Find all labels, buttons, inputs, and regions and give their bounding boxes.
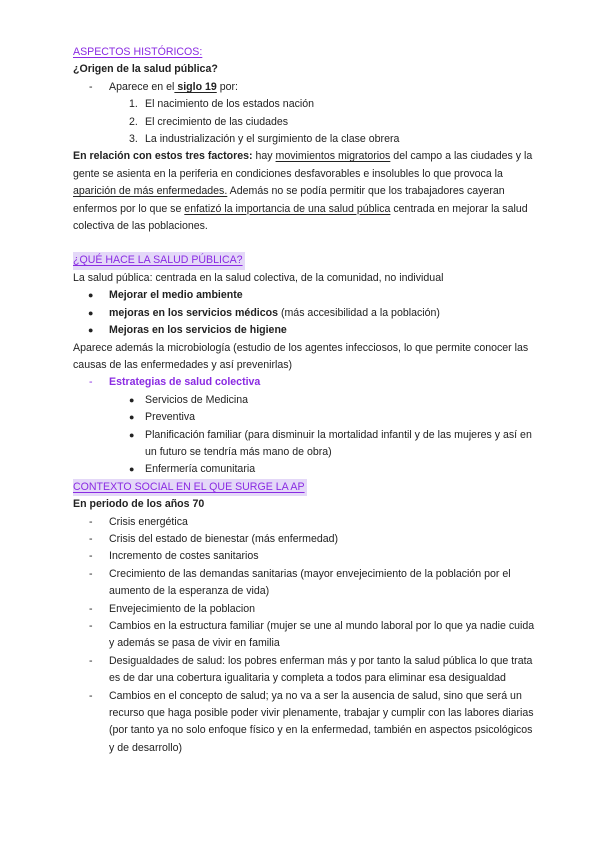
sub-bullet-item (73, 409, 535, 426)
sub-bullet-text: Servicios de Medicina (145, 393, 249, 406)
numbered-item-3 (73, 131, 535, 148)
dash-marker: - (89, 550, 93, 563)
list-item (73, 653, 535, 688)
dash-marker: - (89, 654, 93, 667)
list-item-text: Cambios en el concepto de salud; ya no va a ser la ausencia de salud, sino que será un recurso que haga posible poder vivir plenamente, trabajar y cumplir con las labores diarias (por tanto ya no solo enfoque físico y en la enfermedad, también en aspectos psicológicos y de desarrollo) (109, 689, 534, 754)
list-item (73, 531, 535, 548)
heading-contexto-social: CONTEXTO SOCIAL EN EL QUE SURGE LA AP (73, 479, 307, 496)
bullet-item-3 (73, 322, 535, 339)
dash-marker: - (89, 689, 93, 702)
paragraph-lead: En relación con estos tres factores: (73, 150, 253, 163)
numbered-text: El crecimiento de las ciudades (145, 115, 289, 128)
heading-contexto-row (73, 479, 535, 496)
underlined-enfermedades: aparición de más enfermedades. (73, 185, 228, 198)
heading-que-hace: ¿QUÉ HACE LA SALUD PÚBLICA? (73, 252, 245, 269)
list-item (73, 548, 535, 565)
bullet-marker: ● (88, 307, 94, 318)
bullet-rest: (más accesibilidad a la población) (278, 306, 440, 319)
sub-bullet-text: Enfermería comunitaria (145, 463, 256, 476)
list-item-text: Desigualdades de salud: los pobres enferman más y por tanto la salud pública lo que trata es de dar una cobertura igualitaria y completa a todos para eliminar esa desigualdad (109, 654, 533, 685)
list-item (73, 566, 535, 601)
list-item-text: Crecimiento de las demandas sanitarias (mayor envejecimiento de la población por el aumento de la esperanza de vida) (109, 567, 511, 598)
dash-marker: - (89, 532, 93, 545)
bullet-item-2 (73, 305, 535, 322)
numbered-text: El nacimiento de los estados nación (145, 98, 315, 111)
dash-marker: - (89, 602, 93, 615)
underlined-migratorios: movimientos migratorios (275, 150, 391, 163)
sub-bullet-item (73, 392, 535, 409)
list-item (73, 601, 535, 618)
list-item-text: Cambios en la estructura familiar (mujer se une al mundo laboral por lo que ya nadie cuida y además se pasa de vivir en familia (109, 620, 535, 650)
numbered-item-2 (73, 114, 535, 131)
list-item-text: Incremento de costes sanitarios (109, 550, 259, 563)
heading-aspectos-historicos: ASPECTOS HISTÓRICOS: (73, 46, 203, 58)
bullet-bold: Mejorar el medio ambiente (109, 289, 243, 302)
dash-marker: - (89, 567, 93, 580)
bullet-marker: ● (129, 394, 135, 405)
sub-bullet-text: Planificación familiar (para disminuir la mortalidad infantil y de las mujeres y así en un futuro se tendría más mano de obra) (145, 428, 532, 458)
list-item-text: Crisis energética (109, 515, 188, 528)
sub-bullet-text: Preventiva (145, 411, 196, 424)
intro-salud-publica: La salud pública: centrada en la salud colectiva, de la comunidad, no individual (73, 271, 444, 284)
numbered-item-1 (73, 96, 535, 113)
numbered-text: La industrialización y el surgimiento de la clase obrera (145, 133, 400, 146)
number-marker: 1. (129, 98, 138, 111)
question-origen: ¿Origen de la salud pública? (73, 63, 218, 76)
list-item (73, 618, 535, 653)
appears-post-text: por: (216, 80, 238, 93)
list-item (73, 79, 535, 96)
dash-marker: - (89, 620, 93, 632)
heading-que-hace-row (73, 252, 535, 269)
period-label: En periodo de los años 70 (73, 498, 205, 511)
paragraph-text: hay (252, 150, 276, 163)
list-item-text: Crisis del estado de bienestar (más enfermedad) (109, 532, 339, 545)
list-item-text: Envejecimiento de la poblacion (109, 602, 256, 615)
sub-bullet-item (73, 427, 535, 462)
paragraph-text: centrada en mejorar la salud colectiva de las poblaciones. (73, 202, 528, 233)
bullet-marker: ● (88, 325, 94, 336)
number-marker: 3. (129, 133, 138, 146)
strategies-label: Estrategias de salud colectiva (109, 376, 261, 389)
paragraph-text: Además no se podía permitir que los trabajadores cayeran enfermos por lo que se (73, 185, 505, 215)
appears-text: Aparece en el (109, 80, 175, 93)
dash-marker: - (89, 376, 93, 389)
paragraph-text: del campo a las ciudades y la gente se asienta en la periferia en condiciones desfavorables e insolubles lo que provoca la (73, 150, 533, 180)
bullet-marker: ● (129, 429, 135, 440)
list-item (73, 514, 535, 531)
strategies-item (73, 374, 535, 391)
bullet-marker: ● (88, 290, 94, 301)
bullet-marker: ● (129, 412, 135, 423)
siglo-19-text: siglo 19 (174, 80, 217, 93)
bullet-marker: ● (129, 464, 135, 475)
sub-bullet-item (73, 461, 535, 478)
paragraph-factores (73, 148, 535, 235)
dash-marker: - (89, 80, 93, 93)
list-item (73, 688, 535, 758)
bullet-item-1 (73, 287, 535, 304)
document-page (73, 44, 535, 757)
number-marker: 2. (129, 115, 138, 128)
bullet-bold: mejoras en los servicios médicos (109, 306, 278, 319)
dash-marker: - (89, 515, 93, 528)
microbiology-paragraph: Aparece además la microbiología (estudio de los agentes infecciosos, lo que permite conocer las causas de las enfermedades y así prevenirlas) (73, 341, 529, 371)
bullet-bold: Mejoras en los servicios de higiene (109, 324, 287, 337)
section-gap (73, 235, 535, 252)
underlined-salud-publica: enfatizó la importancia de una salud pública (184, 202, 391, 215)
